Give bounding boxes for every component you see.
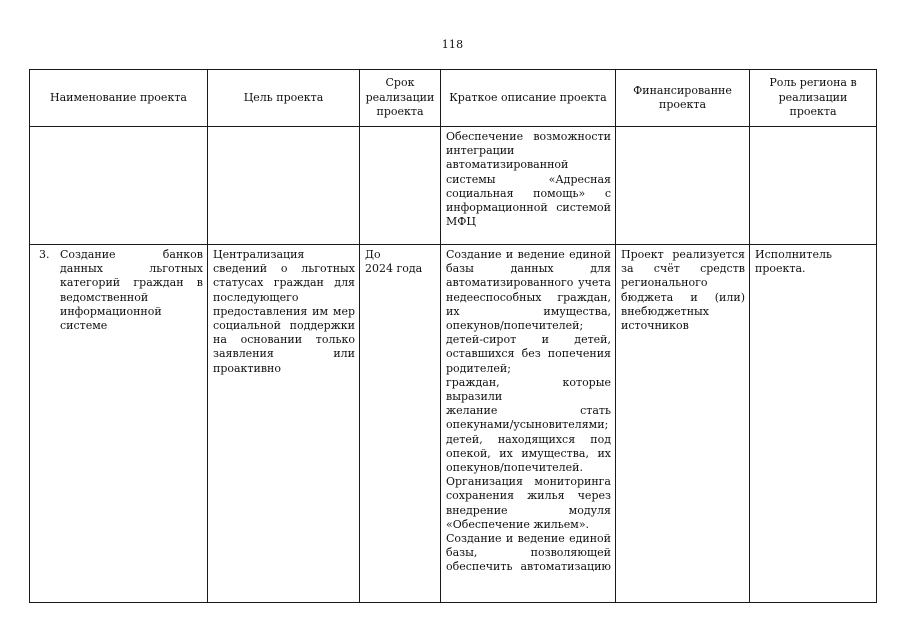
- cell-region-role: [750, 245, 877, 603]
- text-line: граждан, которые выразили: [446, 375, 611, 404]
- text-line: интеграции: [446, 144, 515, 158]
- text-line: 2024 года: [365, 262, 423, 276]
- cell-project-description: [441, 245, 616, 603]
- text-line: Создание и ведение единой: [446, 532, 611, 546]
- text-line: социальная помощь» с: [446, 186, 611, 200]
- text-line: системе: [60, 319, 108, 333]
- text-line: Организация мониторинга: [446, 475, 611, 489]
- text-line: на основании только: [213, 333, 355, 347]
- text-line: информационной системой: [446, 201, 611, 215]
- text-line: социальной поддержки: [213, 319, 355, 333]
- text-line: ведомственной: [60, 290, 149, 304]
- cell-project-name: [30, 245, 208, 603]
- page-number: 118: [441, 38, 464, 51]
- text-line: опекунов/попечителей;: [446, 319, 584, 333]
- header-project-description: Краткое описание проекта: [441, 70, 616, 127]
- text-line: МФЦ: [446, 215, 476, 229]
- text-line: проекта.: [755, 262, 806, 276]
- cell-term-empty: [360, 127, 441, 245]
- text-line: сведений о льготных: [213, 262, 355, 276]
- table-row-continuation: [30, 127, 877, 245]
- text-line: родителей;: [446, 361, 511, 375]
- text-line: автоматизированного учета: [446, 276, 611, 290]
- text-line: внебюджетных: [621, 304, 710, 318]
- text-line: базы данных для: [446, 262, 611, 276]
- text-line: «Обеспечение жильем».: [446, 517, 590, 531]
- text-line: категорий граждан в: [60, 276, 203, 290]
- cell-project-financing: [616, 245, 750, 603]
- table-row: [30, 245, 877, 603]
- cell-financing-empty: [616, 127, 750, 245]
- header-project-name: Наименование проекта: [30, 70, 208, 127]
- text-line: Создание и ведение единой: [446, 248, 611, 261]
- cell-goal-empty: [208, 127, 360, 245]
- text-line: До: [365, 248, 381, 261]
- text-line: опекой, их имущества, их: [446, 446, 611, 460]
- project-name-text: [60, 248, 203, 333]
- text-line: регионального: [621, 276, 708, 290]
- text-line: источников: [621, 319, 689, 333]
- text-line: Обеспечение возможности: [446, 130, 611, 143]
- header-project-financing: Финансированне проекта: [616, 70, 750, 127]
- text-line: последующего: [213, 290, 299, 304]
- cell-project-term: [360, 245, 441, 603]
- text-line: их имущества,: [446, 304, 611, 318]
- text-line: опекунами/усыновителями;: [446, 418, 609, 432]
- text-line: проактивно: [213, 361, 281, 375]
- text-line: данных льготных: [60, 262, 203, 276]
- cell-name-empty: [30, 127, 208, 245]
- cell-project-goal: [208, 245, 360, 603]
- text-line: заявления или: [213, 347, 355, 361]
- text-line: детей-сирот и детей,: [446, 333, 611, 347]
- text-line: автоматизированной: [446, 158, 569, 172]
- text-line: за счёт средств: [621, 262, 745, 276]
- text-line: оставшихся без попечения: [446, 347, 611, 361]
- header-project-goal: Цель проекта: [208, 70, 360, 127]
- text-line: внедрение модуля: [446, 503, 611, 517]
- table-header-row: [30, 70, 877, 127]
- text-line: Создание банков: [60, 248, 203, 261]
- text-line: бюджета и (или): [621, 290, 745, 304]
- cell-description-continuation: [441, 127, 616, 245]
- text-line: предоставления им мер: [213, 304, 355, 318]
- header-project-term: Срок реализации проекта: [360, 70, 441, 127]
- text-line: Централизация: [213, 248, 305, 261]
- text-line: обеспечить автоматизацию: [446, 560, 611, 574]
- text-line: базы, позволяющей: [446, 546, 611, 560]
- text-line: системы «Адресная: [446, 172, 611, 186]
- text-line: недееспособных граждан,: [446, 290, 611, 304]
- row-number: 3.: [39, 248, 50, 261]
- text-line: информационной: [60, 304, 162, 318]
- text-line: Проект реализуется: [621, 248, 745, 261]
- text-line: опекунов/попечителей.: [446, 461, 583, 475]
- text-line: Исполнитель: [755, 248, 832, 261]
- text-line: сохранения жилья через: [446, 489, 611, 503]
- projects-table: [29, 69, 877, 603]
- cell-role-empty: [750, 127, 877, 245]
- text-line: желание стать: [446, 404, 611, 418]
- text-line: статусах граждан для: [213, 276, 355, 290]
- text-line: детей, находящихся под: [446, 432, 611, 446]
- header-region-role: Роль региона в реализации проекта: [750, 70, 877, 127]
